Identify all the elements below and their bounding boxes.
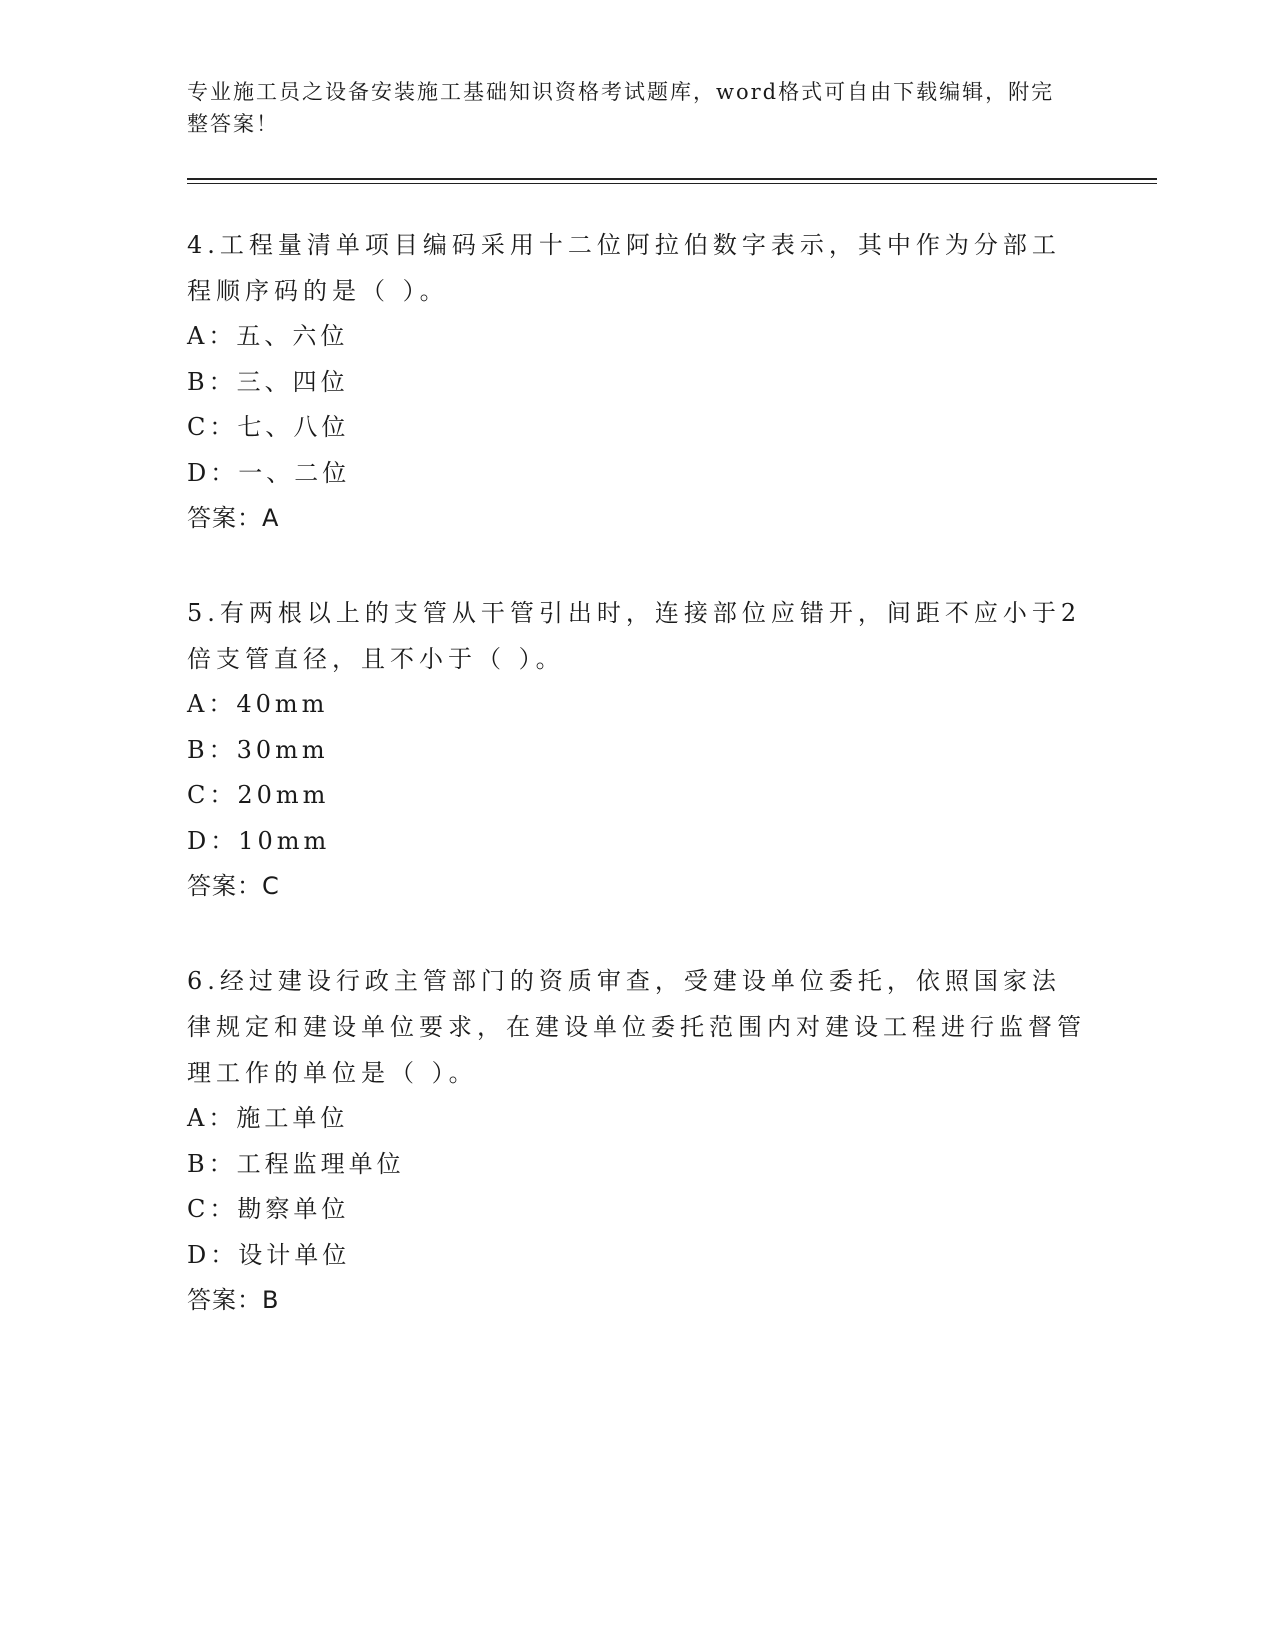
question-text: 4.工程量清单项目编码采用十二位阿拉伯数字表示，其中作为分部工程顺序码的是（ ）。 [187,231,1061,305]
question-block-6 [187,958,1087,1323]
question-text: 6.经过建设行政主管部门的资质审查，受建设单位委托，依照国家法律规定和建设单位要求，在建设单位委托范围内对建设工程进行监督管理工作的单位是（ ）。 [187,967,1086,1087]
option-a: A：五、六位 [187,322,349,350]
option-a: A：40mm [187,690,329,718]
option-b: B：30mm [187,735,329,764]
question-block-5 [187,590,1087,909]
option-b: B：工程监理单位 [187,1149,405,1178]
option-c: C：20mm [187,781,330,809]
option-b: B：三、四位 [187,367,349,396]
option-d: D：一、二位 [187,458,351,487]
document-header: 专业施工员之设备安装施工基础知识资格考试题库，word格式可自由下载编辑，附完整答案！ [187,80,1055,136]
option-a: A：施工单位 [187,1104,349,1132]
option-d: D：设计单位 [187,1240,351,1269]
answer-text: 答案：A [187,504,280,532]
option-c: C：七、八位 [187,413,350,441]
option-c: C：勘察单位 [187,1195,350,1223]
header-divider-thin [187,183,1157,184]
option-d: D：10mm [187,826,331,855]
question-block-4 [187,222,1087,541]
question-text: 5.有两根以上的支管从干管引出时，连接部位应错开，间距不应小于2倍支管直径，且不小于（ ）。 [187,599,1082,673]
answer-text: 答案：B [187,1286,280,1314]
answer-text: 答案：C [187,872,280,900]
header-divider-thick [187,178,1157,180]
